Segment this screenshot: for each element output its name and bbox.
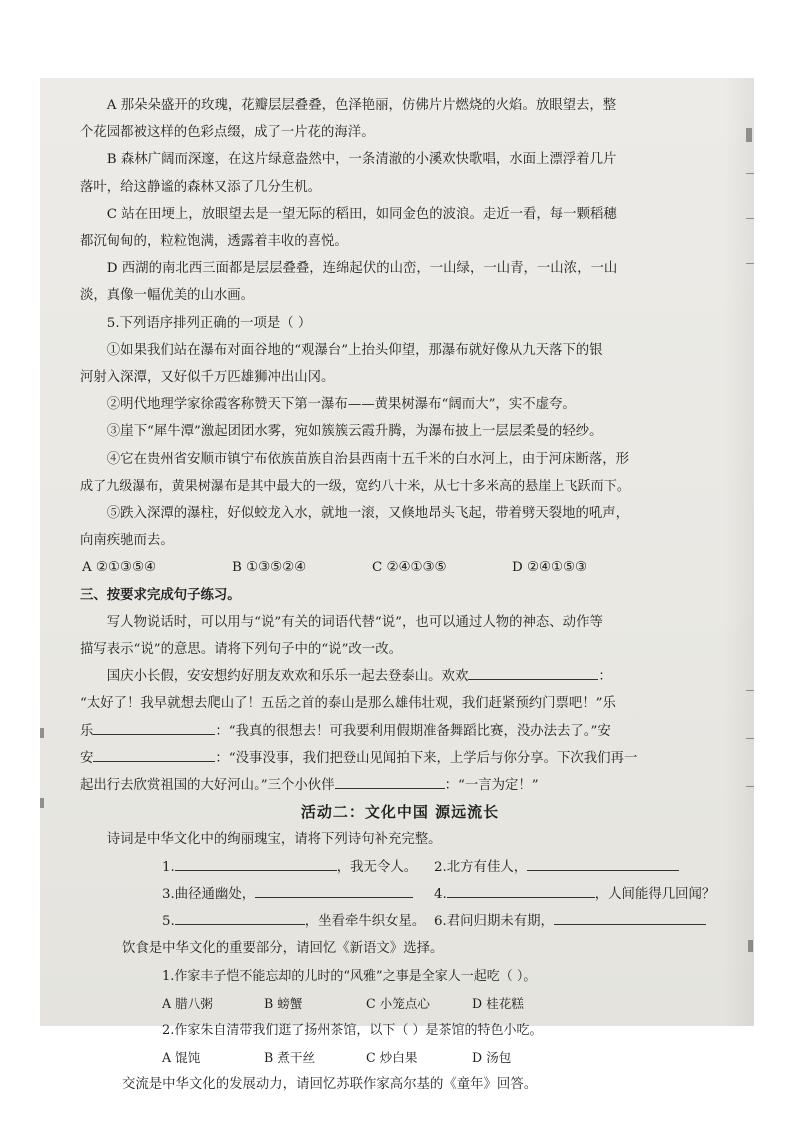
poem-intro: 诗词是中华文化中的绚丽瑰宝，请将下列诗句补充完整。 [106, 832, 442, 848]
adjacent-page-mark [746, 786, 754, 787]
poem-5 [162, 908, 434, 935]
sentence-4-text: ：“没事没事，我们把登山见闻拍下来，上学后与你分享。下次我们再一 [215, 750, 638, 766]
passage-a-line-2: 个花园都被这样的色彩点缀，成了一片花的海洋。 [80, 125, 375, 141]
poem-1 [162, 854, 434, 881]
food-intro: 饮食是中华文化的重要部分，请回忆《新语文》选择。 [122, 941, 444, 957]
passage-c-line-1: C 站在田埂上，放眼望去是一望无际的稻田，如同金色的波浪。走近一看，每一颗稻穗 [106, 206, 617, 222]
food-q2: 2.作家朱自清带我们逛了扬州茶馆，以下（ ）是茶馆的特色小吃。 [162, 1022, 543, 1038]
section-3-title: 三、按要求完成句子练习。 [80, 586, 241, 603]
worksheet [80, 92, 720, 1099]
poem-2-pre: 2.北方有佳人， [434, 859, 528, 875]
poem-5-pre: 5. [162, 914, 175, 930]
activity-2-title: 活动二：文化中国 源远流长 [300, 803, 500, 822]
food-q1-option-d[interactable]: D 桂花糕 [472, 995, 524, 1011]
q5-stem: 5.下列语序排列正确的一项是（ ） [106, 315, 312, 331]
food-q1-options [162, 990, 720, 1017]
photo-of-worksheet [40, 78, 754, 1093]
q5-item-5-line-1: ⑤跌入深潭的瀑柱，好似蛟龙入水，就地一滚，又倏地昂头飞起，带着劈天裂地的吼声， [106, 506, 630, 522]
food-q2-option-d[interactable]: D 汤包 [472, 1050, 512, 1066]
fill-blank-huanhuan[interactable] [468, 664, 598, 680]
adjacent-page-mark [40, 728, 44, 738]
adjacent-page-mark [746, 173, 754, 174]
poem-row-3 [162, 908, 720, 935]
poem-4 [434, 881, 715, 908]
fill-blank-anan[interactable] [93, 746, 215, 762]
q5-item-1-line-2: 河射入深潭，又好似千万匹雄狮冲出山冈。 [80, 370, 335, 386]
q5-item-4-line-1: ④它在贵州省安顺市镇宁布依族苗族自治县西南十五千米的白水河上，由于河床断落，形 [106, 451, 630, 467]
poem-6-blank[interactable] [554, 909, 706, 925]
section-3-instruction-line-1: 写人物说话时，可以用与“说”有关的词语代替“说”，也可以通过人物的神态、动作等 [106, 614, 603, 630]
adjacent-page-mark [40, 798, 44, 808]
q5-option-c[interactable]: C ②④①③⑤ [372, 560, 447, 576]
passage-b-line-2: 落叶，给这静谧的森林又添了几分生机。 [80, 179, 322, 195]
passage-d-line-1: D 西湖的南北西三面都是层层叠叠，连绵起伏的山峦，一山绿，一山青，一山浓，一山 [106, 261, 618, 277]
adjacent-page-mark [746, 263, 754, 264]
q5-item-3: ③崖下“犀牛潭”激起团团水雾，宛如簇簇云霞升腾，为瀑布披上一层层柔曼的轻纱。 [106, 424, 603, 440]
sentence-5-end: ：“一言为定！” [444, 778, 539, 794]
q5-item-4-line-2: 成了九级瀑布，黄果树瀑布是其中最大的一级，宽约八十米，从七十多米高的悬崖上飞跃而下。 [80, 478, 630, 494]
poem-5-post: ，坐看牵牛织女星。 [304, 914, 426, 930]
sentence-line-2: “太好了！我早就想去爬山了！五岳之首的泰山是那么雄伟壮观，我们赶紧预约门票吧！”乐 [80, 696, 616, 712]
poem-3-blank[interactable] [255, 882, 413, 898]
poem-2-blank[interactable] [527, 855, 679, 871]
poem-5-blank[interactable] [175, 909, 305, 925]
food-q1-option-c[interactable]: C 小笼点心 [366, 995, 431, 1011]
food-q2-option-b[interactable]: B 煮干丝 [264, 1050, 316, 1066]
poem-row-1 [162, 854, 720, 881]
fill-blank-lele[interactable] [93, 719, 215, 735]
poem-1-blank[interactable] [175, 855, 337, 871]
poem-3-pre: 3.曲径通幽处， [162, 886, 256, 902]
poem-1-post: ，我无令人。 [336, 859, 418, 875]
poem-row-2 [162, 881, 720, 908]
food-q1: 1.作家丰子恺不能忘却的儿时的“风雅”之事是全家人一起吃（ ）。 [162, 968, 537, 984]
sentence-line-5 [80, 772, 720, 799]
exchange-intro: 交流是中华文化的发展动力，请回忆苏联作家高尔基的《童年》回答。 [122, 1077, 538, 1093]
passage-a-line-1: A 那朵朵盛开的玫瑰，花瓣层层叠叠，色泽艳丽，仿佛片片燃烧的火焰。放眼望去，整 [106, 98, 617, 113]
sentence-5-text: 起出行去欣赏祖国的大好河山。”三个小伙伴 [80, 778, 335, 794]
adjacent-page-mark [746, 738, 754, 739]
food-q2-option-a[interactable]: A 馄饨 [162, 1050, 201, 1066]
food-q2-options [162, 1044, 720, 1071]
sentence-3-text: ：“我真的很想去！可我要利用假期准备舞蹈比赛，没办法去了。”安 [215, 723, 611, 739]
sentence-line-4 [80, 745, 720, 772]
food-q1-option-a[interactable]: A 腊八粥 [162, 995, 213, 1011]
adjacent-page-mark [746, 218, 754, 219]
poem-3 [162, 881, 434, 908]
passage-d-line-2: 淡，真像一幅优美的山水画。 [80, 288, 255, 304]
fill-blank-friends[interactable] [335, 773, 445, 789]
q5-item-1-line-1: ①如果我们站在瀑布对面谷地的“观瀑台”上抬头仰望，那瀑布就好像从九天落下的银 [106, 342, 603, 358]
section-3-instruction-line-2: 描写表示“说”的意思。请将下列句子中的“说”改一改。 [80, 642, 402, 658]
sentence-3-start: 乐 [80, 723, 94, 739]
q5-option-b[interactable]: B ①③⑤②④ [232, 560, 307, 576]
q5-options [82, 554, 720, 581]
poem-4-pre: 4. [434, 886, 447, 902]
poem-6-pre: 6.君问归期未有期， [434, 914, 554, 930]
sentence-line-3 [80, 718, 720, 745]
q5-item-5-line-2: 向南疾驰而去。 [80, 533, 174, 549]
passage-c-line-2: 都沉甸甸的，粒粒饱满，透露着丰收的喜悦。 [80, 234, 348, 250]
passage-b-line-1: B 森林广阔而深邃，在这片绿意盎然中，一条清澈的小溪欢快歌唱，水面上漂浮着几片 [106, 152, 617, 168]
sentence-1-text: 国庆小长假，安安想约好朋友欢欢和乐乐一起去登泰山。欢欢 [106, 669, 469, 685]
poem-4-blank[interactable] [447, 882, 595, 898]
sentence-line-1 [80, 663, 720, 690]
adjacent-page-mark [746, 690, 754, 691]
poem-6 [434, 908, 706, 935]
adjacent-page-mark [746, 128, 752, 142]
colon: ： [598, 669, 612, 685]
sentence-4-start: 安 [80, 750, 94, 766]
food-q1-option-b[interactable]: B 螃蟹 [264, 995, 303, 1011]
q5-option-d[interactable]: D ②④①⑤③ [512, 560, 588, 576]
page-edge-shadow [724, 78, 754, 1026]
adjacent-page-mark [748, 940, 753, 952]
poem-4-post: ，人间能得几回闻？ [594, 886, 716, 902]
poem-2 [434, 854, 679, 881]
q5-item-2: ②明代地理学家徐霞客称赞天下第一瀑布——黄果树瀑布“阔而大”，实不虚夸。 [106, 397, 576, 413]
food-q2-option-c[interactable]: C 炒白果 [366, 1050, 418, 1066]
poem-1-pre: 1. [162, 859, 175, 875]
q5-option-a[interactable]: A ②①③⑤④ [82, 560, 156, 576]
